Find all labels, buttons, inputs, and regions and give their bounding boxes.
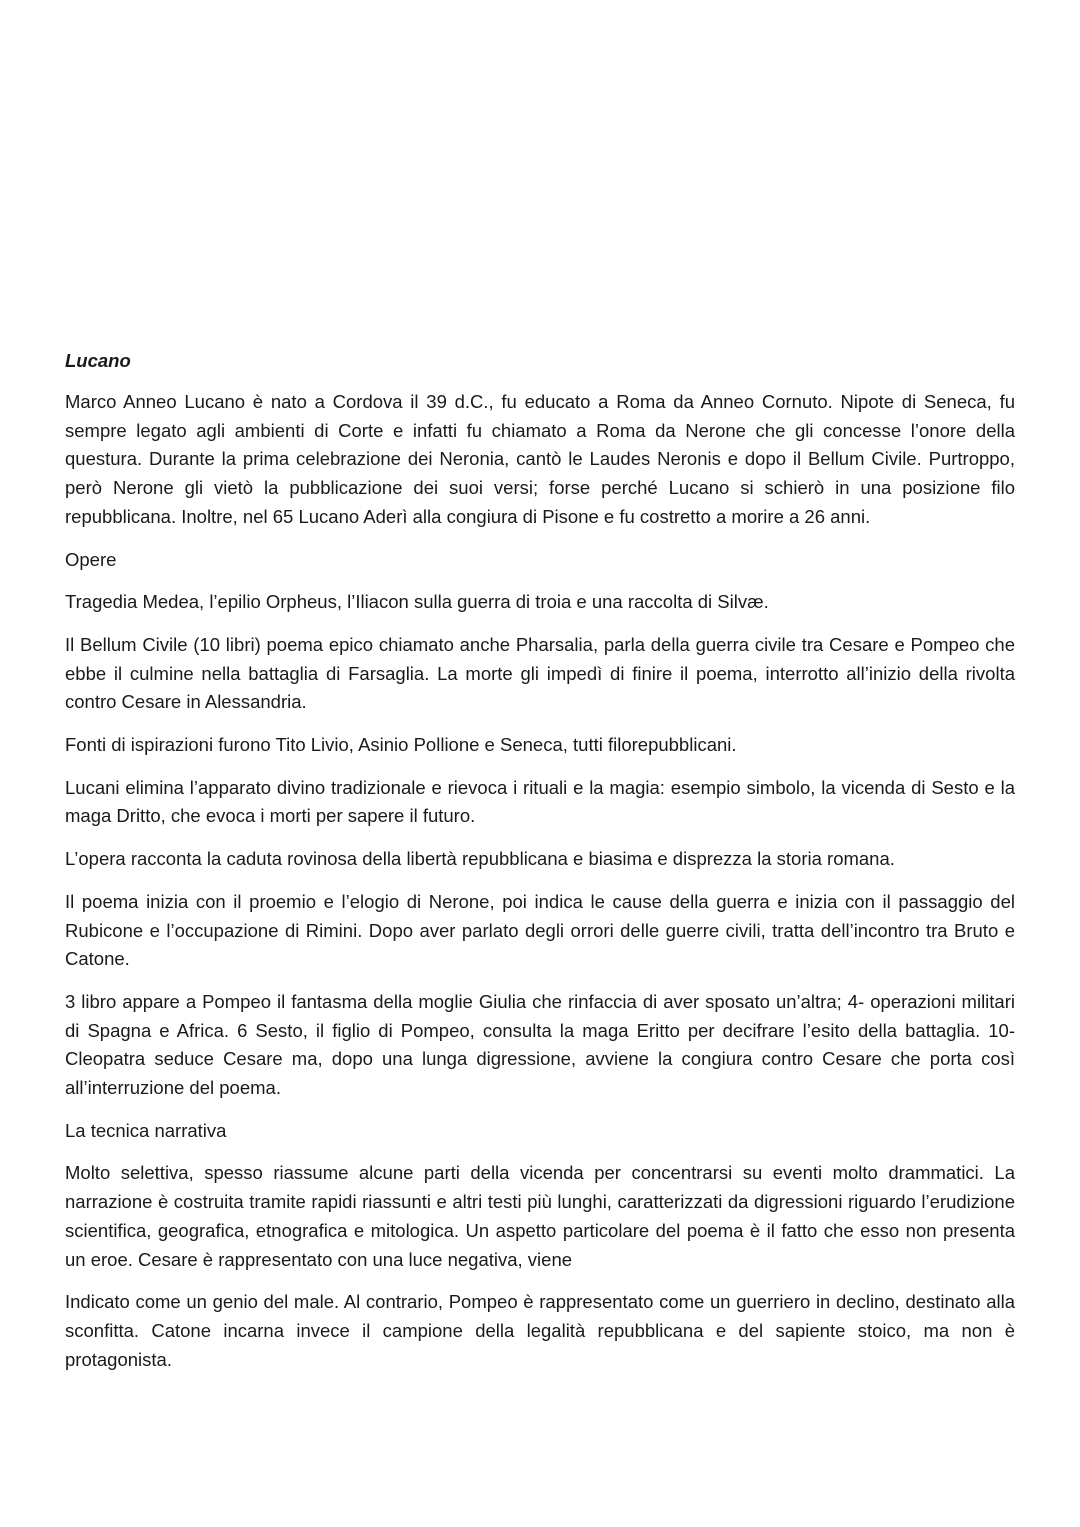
proemio-paragraph: Il poema inizia con il proemio e l’elogio di Nerone, poi indica le cause della guerra e inizia con il passaggio del Rubicone e l’occupazione di Rimini. Dopo aver parlato degli orrori delle guerre civili, tratta dell’incontro tra Bruto e Catone. (65, 890, 1015, 970)
document-page (65, 346, 1015, 1388)
libri-paragraph: 3 libro appare a Pompeo il fantasma della moglie Giulia che rinfaccia di aver sposato un’altra; 4- operazioni militari di Spagna e Africa. 6 Sesto, il figlio di Pompeo, consulta la maga Eritto per decifrare l’esito della battaglia. 10- Cleopatra seduce Cesare ma, dopo una lunga digressione, avviene la congiura contro Cesare che porta così all’interruzione del poema. (65, 990, 1015, 1099)
tecnica-heading: La tecnica narrativa (65, 1119, 227, 1141)
opere-heading: Opere (65, 548, 117, 570)
intro-paragraph: Marco Anneo Lucano è nato a Cordova il 39 d.C., fu educato a Roma da Anneo Cornuto. Nipote di Seneca, fu sempre legato agli ambienti di Corte e infatti fu chiamato a Roma da Nerone che gli concesse l’onore della questura. Durante la prima celebrazione dei Neronia, cantò le Laudes Neronis e dopo il Bellum Civile. Purtroppo, però Nerone gli vietò la pubblicazione dei suoi versi; forse perché Lucano si schierò in una posizione filo repubblicana. Inoltre, nel 65 Lucano Aderì alla congiura di Pisone e fu costretto a morire a 26 anni. (65, 391, 1015, 527)
opere-list-paragraph: Tragedia Medea, l’epilio Orpheus, l’Iliacon sulla guerra di troia e una raccolta di Silvæ. (65, 591, 769, 613)
personaggi-paragraph: Indicato come un genio del male. Al contrario, Pompeo è rappresentato come un guerriero in declino, destinato alla sconfitta. Catone incarna invece il campione della legalità repubblicana e del sapiente stoico, ma non è protagonista. (65, 1291, 1015, 1370)
bellum-civile-paragraph: Il Bellum Civile (10 libri) poema epico chiamato anche Pharsalia, parla della guerra civile tra Cesare e Pompeo che ebbe il culmine nella battaglia di Farsaglia. La morte gli impedì di finire il poema, interrotto all’inizio della rivolta contro Cesare in Alessandria. (65, 633, 1015, 713)
tecnica-paragraph: Molto selettiva, spesso riassume alcune parti della vicenda per concentrarsi su eventi molto drammatici. La narrazione è costruita tramite rapidi riassunti e altri testi più lunghi, caratterizzati da digressioni riguardo l’erudizione scientifica, geografica, etnografica e mitologica. Un aspetto particolare del poema è il fatto che esso non presenta un eroe. Cesare è rappresentato con una luce negativa, viene (65, 1162, 1015, 1270)
document-title: Lucano (65, 350, 131, 371)
caduta-paragraph: L’opera racconta la caduta rovinosa della libertà repubblicana e biasima e disprezza la storia romana. (65, 848, 895, 870)
apparato-paragraph: Lucani elimina l’apparato divino tradizionale e rievoca i rituali e la magia: esempio simbolo, la vicenda di Sesto e la maga Dritto, che evoca i morti per sapere il futuro. (65, 776, 1015, 827)
fonti-paragraph: Fonti di ispirazioni furono Tito Livio, Asinio Pollione e Seneca, tutti filorepubblicani. (65, 734, 737, 756)
